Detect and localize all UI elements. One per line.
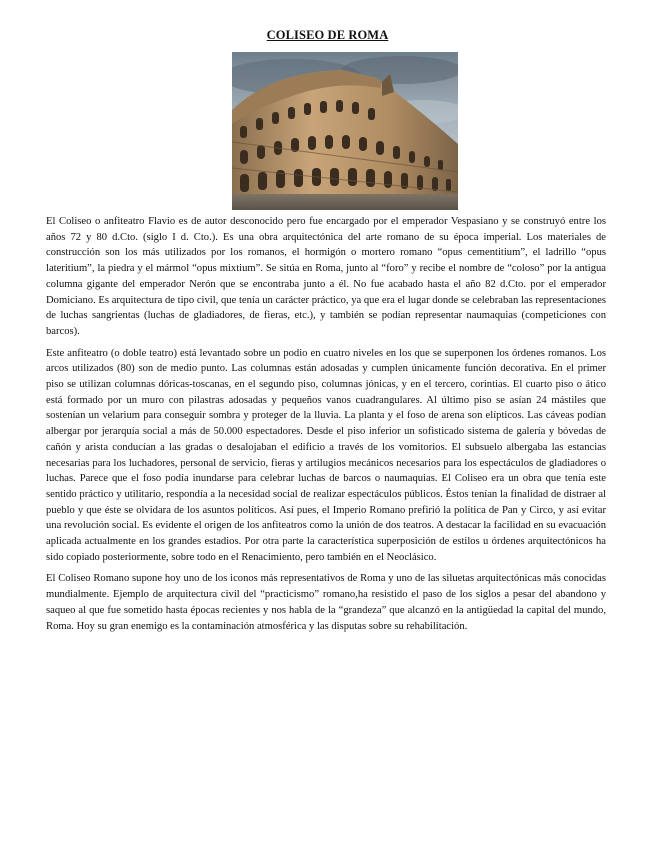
paragraph-3: El Coliseo Romano supone hoy uno de los iconos más representativos de Roma y uno de las siluetas arquitectónicas más conocidas mundialmente. Ejemplo de arquitectura civil del “practicismo” romano,ha resistido el paso de los siglos a pesar del abandono y saqueo al que fue sometido hasta épocas recientes y nos habla de la “grandeza” que alcanzó en la antigüedad la capital del mundo, Roma. Hoy su gran enemigo es la contaminación atmosférica y las disputas sobre su rehabilitación. bbox=[46, 573, 606, 632]
page-title: COLISEO DE ROMA bbox=[266, 28, 389, 42]
colosseum-photo bbox=[232, 52, 458, 210]
paragraph-1: El Coliseo o anfiteatro Flavio es de autor desconocido pero fue encargado por el emperador Vespasiano y se construyó entre los años 72 y 80 d.Cto. (siglo I d. Cto.). Es una obra arquitectónica del arte romano de su época imperial. Los materiales de construcción son los más utilizados por los romanos, el hormigón o mortero romano “opus cementitium”, el ladrillo “opus lateritium”, la piedra y el mármol “opus mixtium”. Se sitúa en Roma, junto al “foro” y recibe el nombre de “coloso” por la antigua columna gigante del emperador Nerón que se encontraba junto a él. No fue acabado hasta el año 82 d.Cto. por el emperador Domiciano. Es arquitectura de tipo civil, que tenía un carácter práctico, ya que era el lugar donde se celebraban las representaciones de luchas sangrientas (luchas de gladiadores, de fieras, etc.), y también se podían representar naumaquias (competiciones con barcos). bbox=[46, 216, 606, 337]
body-text bbox=[46, 214, 606, 640]
paragraph-2: Este anfiteatro (o doble teatro) está levantado sobre un podio en cuatro niveles en los que se superponen los órdenes romanos. Los arcos utilizados (80) son de medio punto. Las columnas están adosadas y cumplen únicamente función decorativa. En el primer piso se utilizan columnas dóricas-toscanas, en el segundo piso, columnas jónicas, y en el tercero, corintias. El cuarto piso o ático está formado por un muro con pilastras adosadas y pequeños vanos cuadrangulares. Al último piso se asían 24 mástiles que sostenían un velarium para conseguir sombra y proteger de la lluvia. La planta y el foso de arena son elípticos. Las cáveas podían albergar por jerarquía social a más de 50.000 espectadores. Desde el piso inferior un sofisticado sistema de galería y bóvedas de cañón y arista conducían a las gradas o desalojaban el edificio a través de los vomitorios. El subsuelo albergaba las estancias necesarias para los luchadores, personal de servicio, fieras y artilugios mecánicos necesarios para los espectáculos de gladiadores o luchas. Parece que el foso podía inundarse para celebrar luchas de barcos o naumaquias. El Coliseo era un obra que tenía este sentido práctico y utilitario, respondía a la necesidad social de realizar espectáculos públicos. Éstos tenían la finalidad de distraer al pueblo y que éste se olvidara de los asuntos políticos. Así pues, el Imperio Romano prefirió la política de Pan y Circo, y así evitar una revolución social. Es evidente el origen de los anfiteatros como la unión de dos teatros. A destacar la facilidad en su evacuación aplicada actualmente en los grandes estadios. Por otra parte la característica superposición de estilos u órdenes arquitectónicos ha sido copiado posteriormente, sobre todo en el Renacimiento, pero también en el Neoclásico. bbox=[46, 347, 606, 563]
